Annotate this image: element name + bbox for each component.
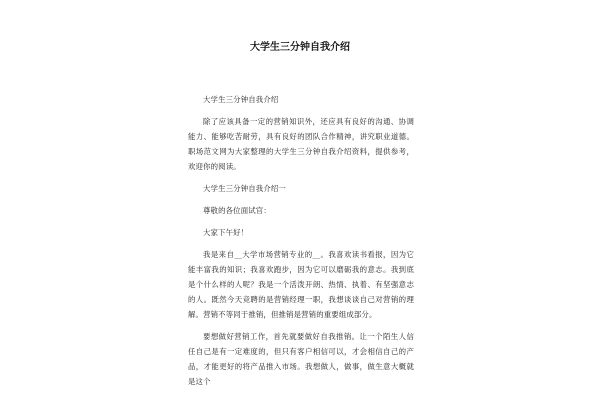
sub-heading: 大学生三分钟自我介绍一 — [203, 184, 286, 193]
document-body — [188, 92, 414, 396]
intro-paragraph: 除了应该具备一定的营销知识外，还应具有良好的沟通、协调能力、能够吃苦耐劳，具有良好的团队合作精神，讲究职业道德。职场范文网为大家整理的大学生三分钟自我介绍资料，提供参考，欢迎你的阅读。 — [188, 117, 414, 171]
body-paragraph: 我是来自__大学市场营销专业的__。我喜欢读书看报，因为它能丰富我的知识；我喜欢跑步，因为它可以磨砺我的意志。我到底是个什么样的人呢？我是一个活泼开朗、热情、执着、有坚强意志的人。既然今天竞聘的是营销经理一职，我想谈谈自己对营销的理解。营销不等同于推销，但推销是营销的重要组成部分。 — [188, 250, 414, 319]
body-paragraph: 要想做好营销工作，首先就要做好自我推销。让一个陌生人信任自己是有一定难度的，但只有客户相信可以，才会相信自己的产品，才能更好的将产品推入市场。我想做人，做事，做生意大概就是这个 — [188, 332, 414, 386]
salutation: 尊敬的各位面试官： — [203, 206, 271, 215]
document-title: 大学生三分钟自我介绍 — [250, 42, 350, 53]
section-heading: 大学生三分钟自我介绍 — [203, 95, 279, 104]
greeting: 大家下午好！ — [203, 228, 249, 237]
